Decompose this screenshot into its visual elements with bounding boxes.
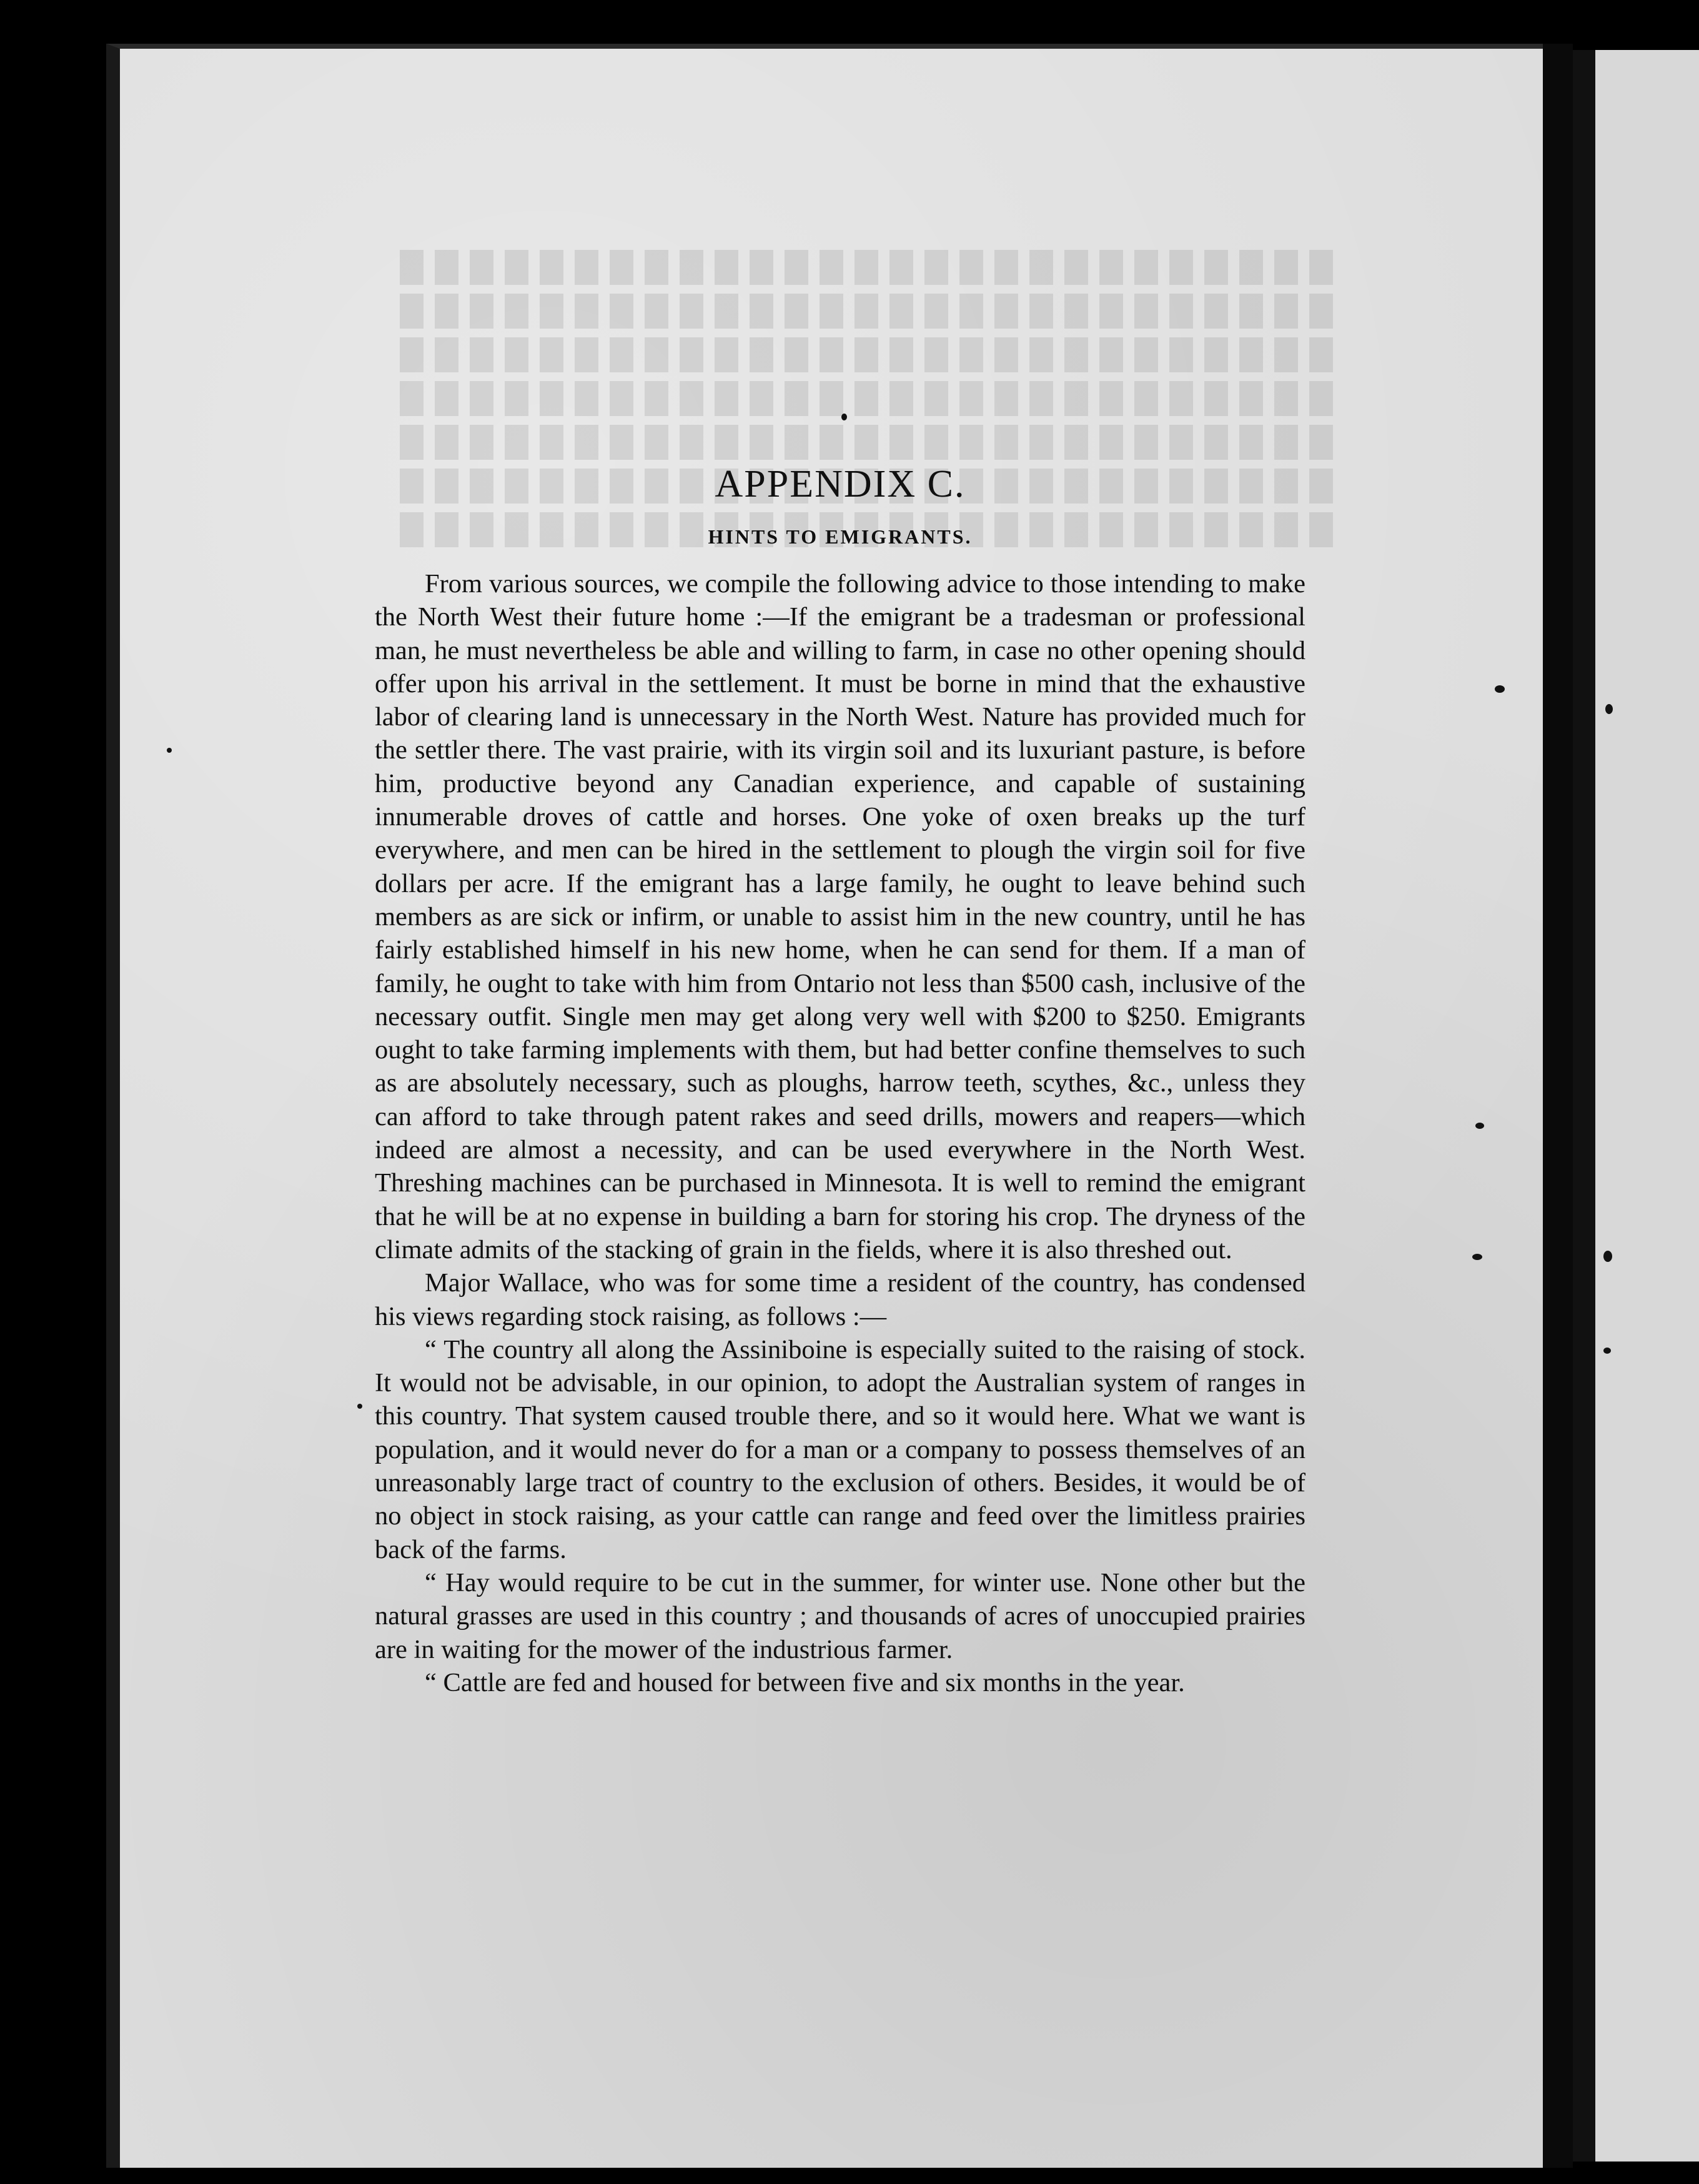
page-title: APPENDIX C. xyxy=(715,463,966,505)
scan-speck xyxy=(357,1404,362,1409)
scan-speck xyxy=(841,414,847,420)
scan-speck xyxy=(1605,704,1613,714)
paragraph: “ The country all along the Assiniboine is especially suited to the raising of stock. It would not be advisable, in our opinion, to adopt the Australian system of ranges in this country. That system caused trouble there, and so it would here. What we want is population, and it would never do for a man or a company to possess themselves of an unreasonably large tract of country to the exclusion of others. Besides, it would be of no object in stock raising, as your cattle can range and feed over the limitless prairies back of the farms. xyxy=(375,1334,1305,1564)
scan-speck xyxy=(1472,1254,1482,1260)
page-edge xyxy=(1543,44,1573,2168)
paragraph: “ Hay would require to be cut in the summer, for winter use. None other but the natural grasses are used in this country ; and thousands of acres of unoccupied prairies are in waiting for the mower of the industrious farmer. xyxy=(375,1567,1305,1664)
scan-speck xyxy=(1603,1251,1612,1262)
document-body xyxy=(375,462,1305,1699)
facing-page xyxy=(1573,50,1699,2162)
page-subtitle: HINTS TO EMIGRANTS. xyxy=(708,525,973,548)
paragraph: Major Wallace, who was for some time a resident of the country, has condensed his views regarding stock raising, as follows :— xyxy=(375,1268,1305,1331)
paragraph: From various sources, we compile the following advice to those intending to make the North West their future home :—If the emigrant be a tradesman or professional man, he must nevertheless be able and willing to farm, in case no other opening should offer upon his arrival in the settlement. It must be borne in mind that the exhaustive labor of clearing land is unnecessary in the North West. Nature has provided much for the settler there. The vast prairie, with its virgin soil and its luxuriant pasture, is before him, productive beyond any Canadian experience, and capable of sustaining innumerable droves of cattle and horses. One yoke of oxen breaks up the turf everywhere, and men can be hired in the settlement to plough the virgin soil for five dollars per acre. If the emigrant has a large family, he ought to leave behind such members as are sick or infirm, or unable to assist him in the new country, until he has fairly established himself in his new home, when he can send for them. If a man of family, he ought to take with him from Ontario not less than $500 cash, inclusive of the necessary outfit. Single men may get along very well with $200 to $250. Emigrants ought to take farming implements with them, but had better confine themselves to such as are absolutely necessary, such as ploughs, harrow teeth, scythes, &c., unless they can afford to take through patent rakes and seed drills, mowers and reapers—which indeed are almost a necessity, and can be used everywhere in the North West. Threshing machines can be purchased in Minnesota. It is well to remind the emigrant that he will be at no expense in building a barn for storing his crop. The dryness of the climate admits of the stacking of grain in the fields, where it is also threshed out. xyxy=(375,569,1305,1264)
book-spine xyxy=(1573,50,1595,2162)
paragraph: “ Cattle are fed and housed for between five and six months in the year. xyxy=(425,1667,1185,1697)
scan-speck xyxy=(167,748,172,753)
scan-speck xyxy=(1475,1123,1484,1129)
scan-speck xyxy=(1495,685,1505,693)
scan-speck xyxy=(1603,1348,1611,1354)
